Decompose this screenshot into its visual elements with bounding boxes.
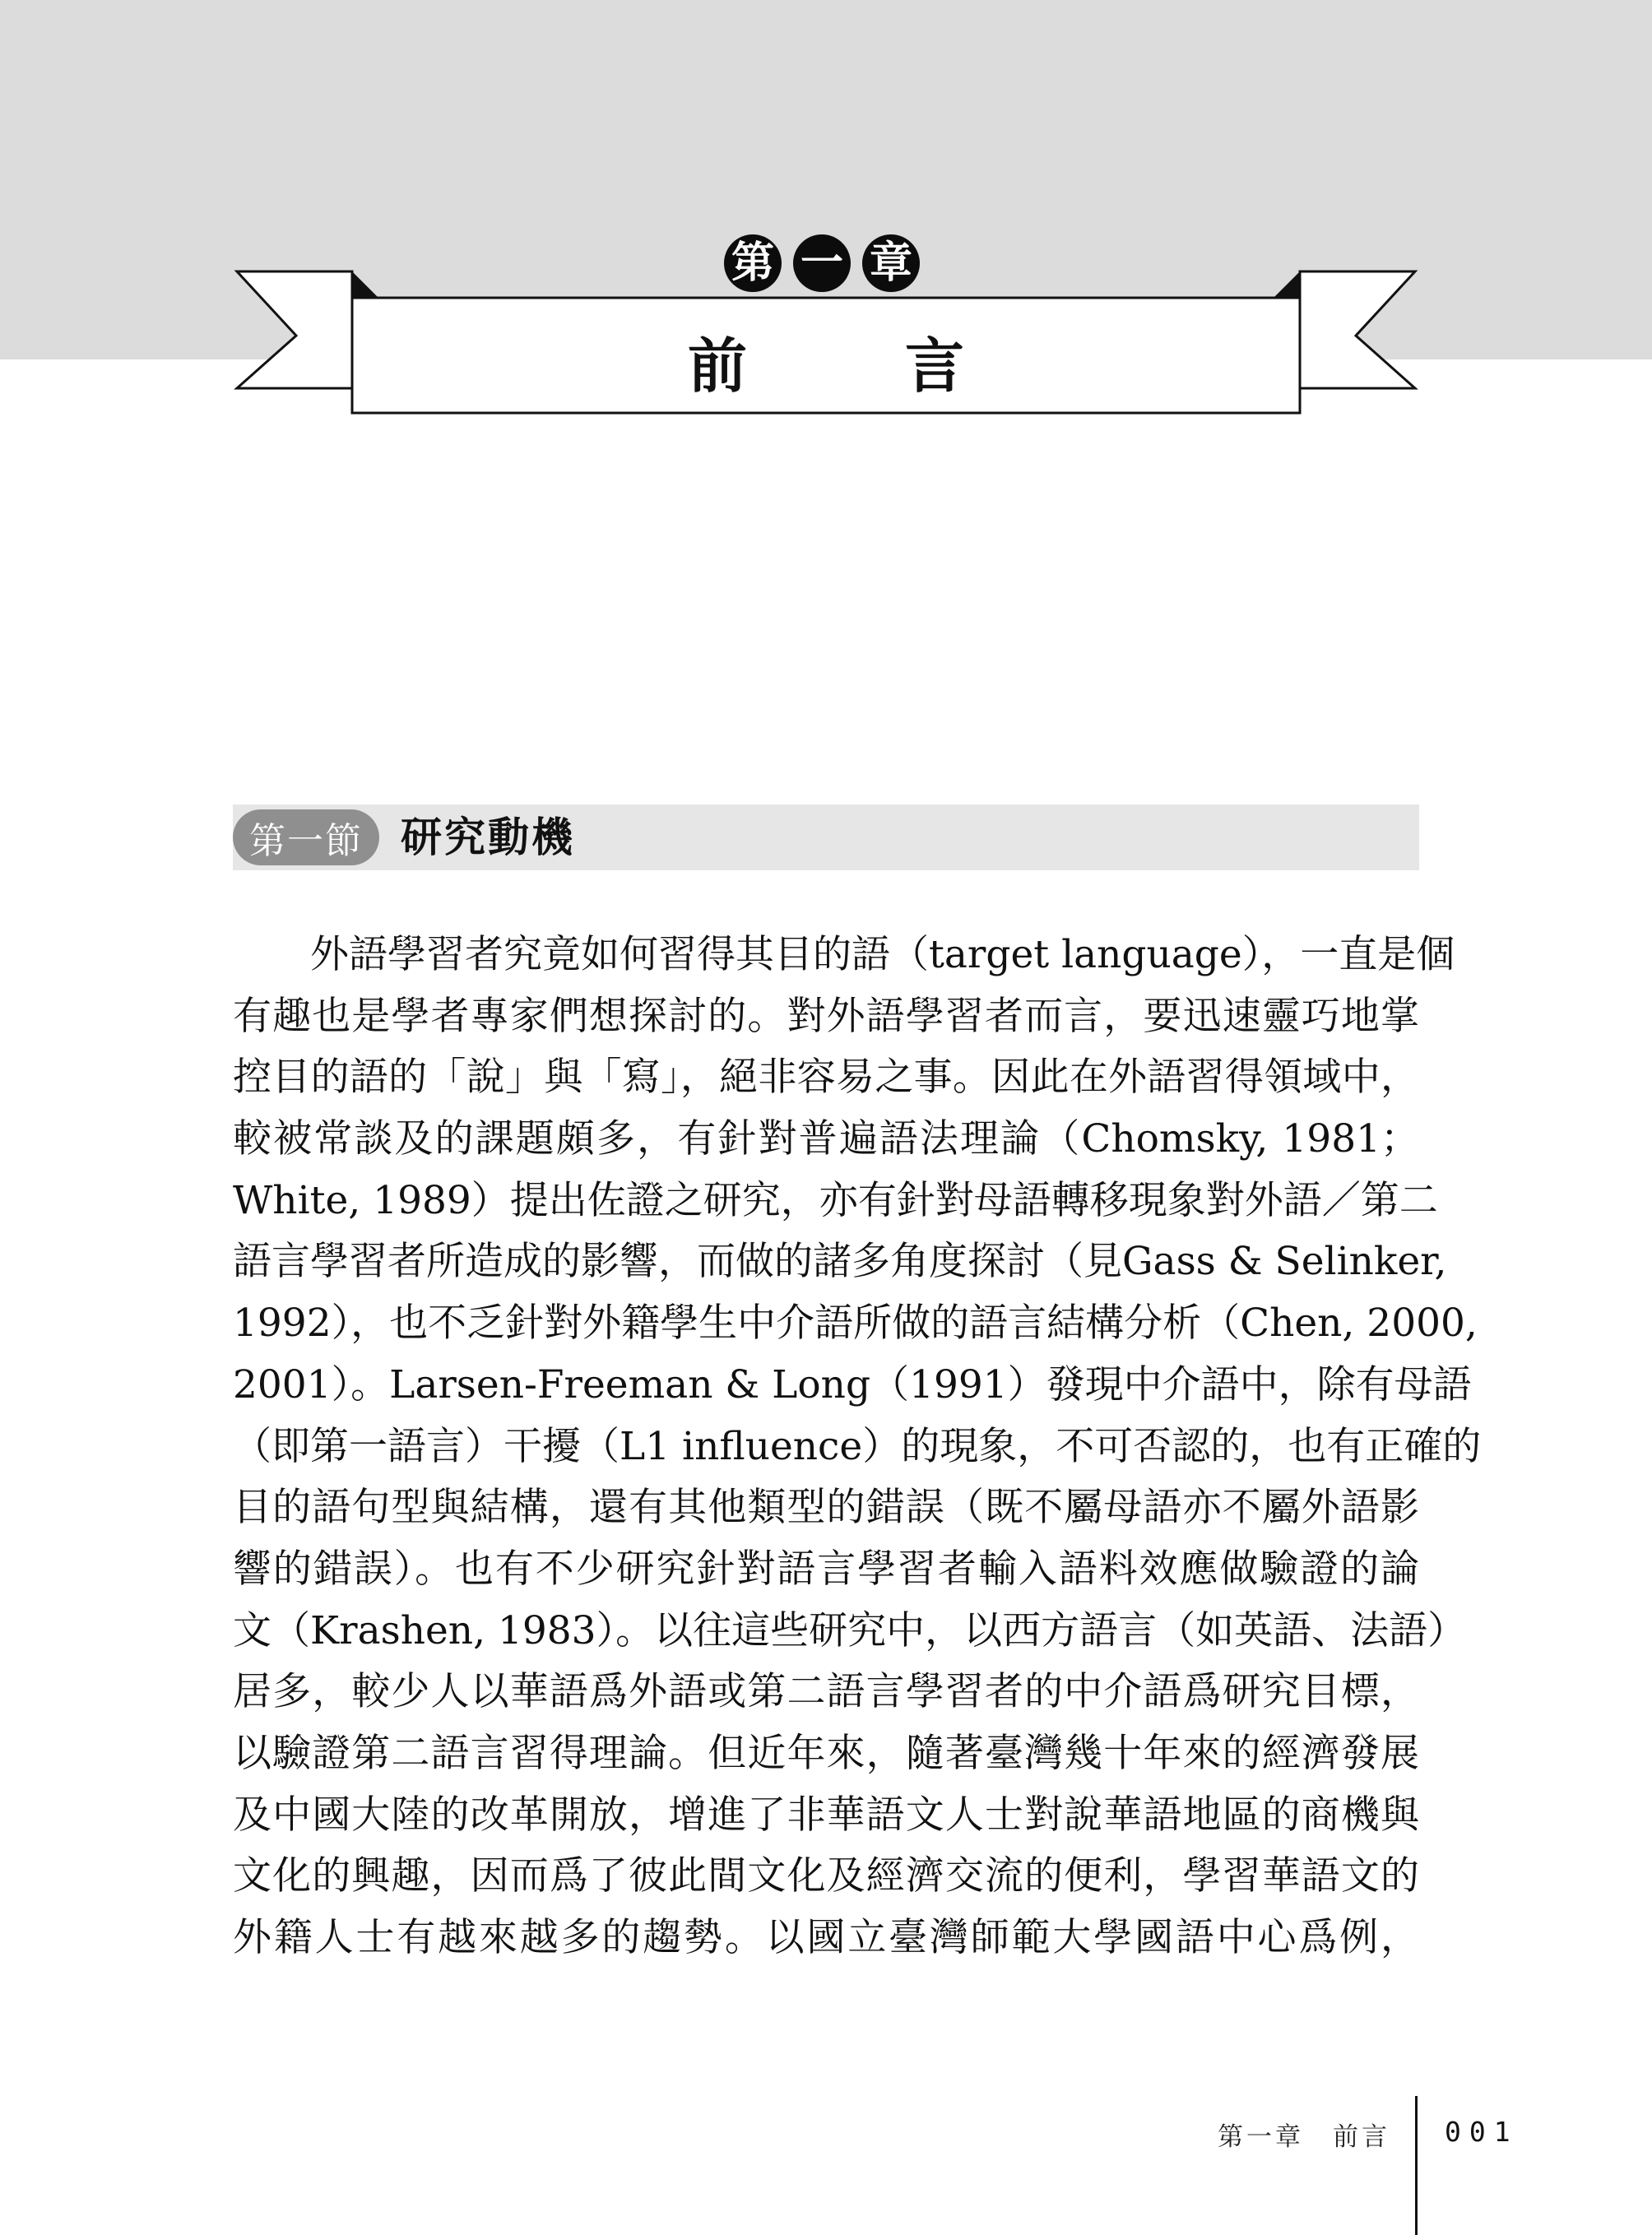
text-line: 較被常談及的課題頗多，有針對普遍語法理論（Chomsky, 1981；: [233, 1116, 1419, 1162]
text-line: 目的語句型與結構，還有其他類型的錯誤（既不屬母語亦不屬外語影: [233, 1485, 1419, 1531]
text-line: White, 1989）提出佐證之研究，亦有針對母語轉移現象對外語／第二: [233, 1177, 1438, 1223]
text-line: 控目的語的「說」與「寫」，絕非容易之事。因此在外語習得領域中，: [233, 1055, 1419, 1101]
body-paragraph: [233, 925, 1482, 1969]
text-line: 1992），也不乏針對外籍學生中介語所做的語言結構分析（Chen, 2000,: [233, 1301, 1478, 1347]
text-line: 文化的興趣，因而爲了彼此間文化及經濟交流的便利，學習華語文的: [233, 1853, 1419, 1899]
section-heading: [233, 805, 1419, 870]
text-line: 及中國大陸的改革開放，增進了非華語文人士對說華語地區的商機與: [233, 1792, 1419, 1838]
text-line: 響的錯誤）。也有不少研究針對語言學習者輸入語料效應做驗證的論: [233, 1546, 1419, 1592]
section-title: 研究動機: [401, 813, 575, 861]
text-line: 文（Krashen, 1983）。以往這些研究中，以西方語言（如英語、法語）: [233, 1607, 1467, 1653]
text-line: 外語學習者究竟如何習得其目的語（target language），一直是個: [310, 932, 1455, 977]
text-line: 以驗證第二語言習得理論。但近年來，隨著臺灣幾十年來的經濟發展: [233, 1730, 1419, 1776]
chapter-suffix-circle: 章: [862, 234, 920, 292]
chapter-prefix-circle: 第: [724, 234, 782, 292]
text-line: 有趣也是學者專家們想探討的。對外語學習者而言，要迅速靈巧地掌: [233, 993, 1419, 1039]
text-line: 外籍人士有越來越多的趨勢。以國立臺灣師範大學國語中心爲例，: [233, 1915, 1419, 1960]
page-number: 001: [1445, 2116, 1519, 2148]
chapter-number-circle: 一: [793, 234, 851, 292]
chapter-title: 前 言: [687, 331, 1014, 401]
chapter-number-label: [724, 234, 920, 292]
section-label-badge: 第一節: [233, 809, 379, 865]
text-line: 居多，較少人以華語爲外語或第二語言學習者的中介語爲研究目標，: [233, 1669, 1419, 1715]
running-head: 第一章 前言: [1218, 2122, 1390, 2152]
footer-divider: [1415, 2096, 1418, 2235]
text-line: （即第一語言）干擾（L1 influence）的現象，不可否認的，也有正確的: [233, 1423, 1482, 1469]
text-line: 語言學習者所造成的影響，而做的諸多角度探討（見Gass & Selinker,: [233, 1239, 1447, 1285]
text-line: 2001）。Larsen-Freeman & Long（1991）發現中介語中，除有母語: [233, 1361, 1472, 1407]
